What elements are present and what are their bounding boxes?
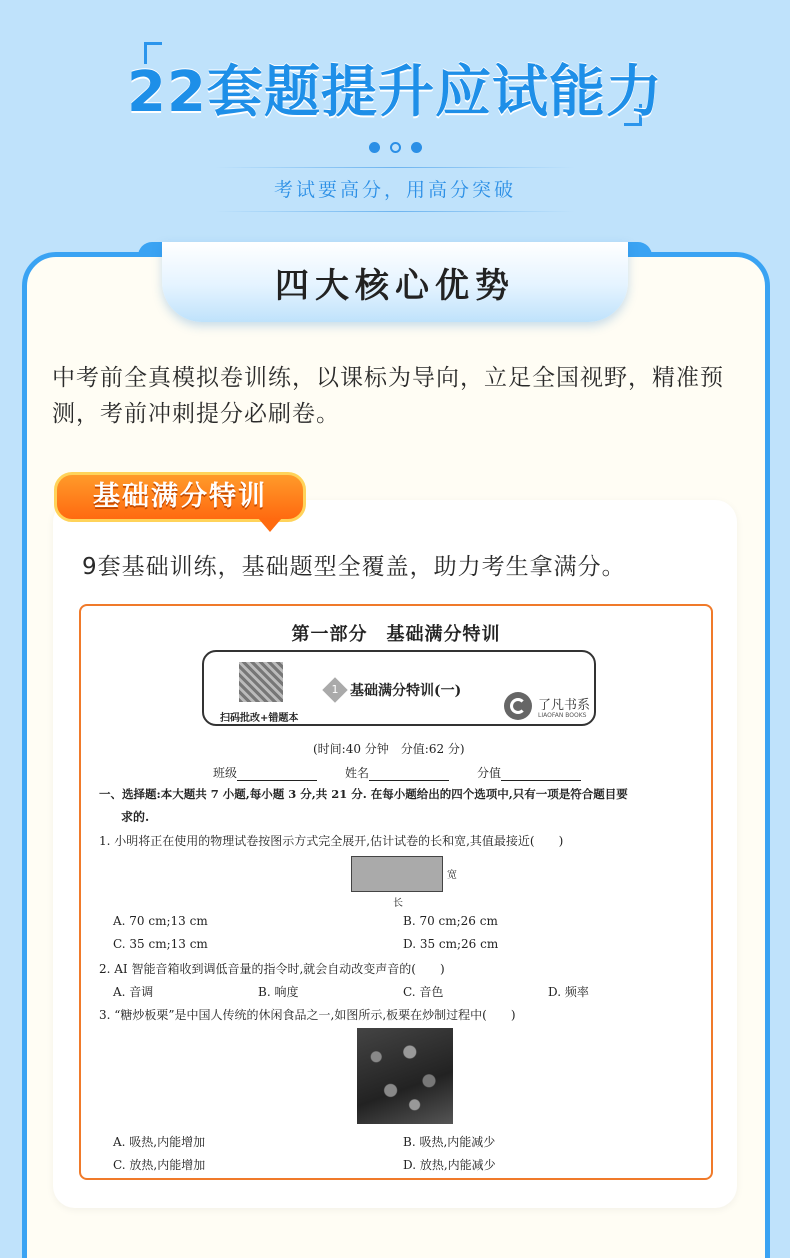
brand-subname: LIAOFAN BOOKS [538,712,587,719]
chestnut-photo [357,1028,453,1124]
tab-ear-right [626,242,652,256]
q2-option-b: B. 响度 [258,985,299,999]
card-tab-title: 四大核心优势 [275,266,515,306]
paper-part-title: 第一部分 基础满分特训 [291,624,501,645]
q1-option-a: A. 70 cm;13 cm [113,914,208,928]
q1-option-d: D. 35 cm;26 cm [403,937,499,951]
question-2: 2. AI 智能音箱收到调低音量的指令时,就会自动改变声音的( ) [99,962,445,976]
dot-icon [411,142,422,153]
section-description: 9套基础训练，基础题型全覆盖，助力考生拿满分。 [82,554,626,580]
paper-header-box [202,650,596,726]
card-intro: 中考前全真模拟卷训练，以课标为导向，立足全国视野，精准预测，考前冲刺提分必刷卷。 [52,365,724,427]
paper-figure [351,856,443,892]
q3-option-c: C. 放热,内能增加 [113,1158,206,1172]
brand-logo-mark [510,698,526,714]
dot-icon [369,142,380,153]
paper-number: 1 [331,683,339,696]
score-label: 分值 [477,766,502,780]
section-badge: 基础满分特训 [54,472,306,522]
q1-option-c: C. 35 cm;13 cm [113,937,208,951]
brand-name: 了凡书系 [538,698,591,713]
q2-option-c: C. 音色 [403,985,444,999]
paper-header-title: 基础满分特训(一) [350,683,462,699]
figure-width-label: 宽 [447,870,457,881]
name-field [345,764,449,781]
score-blank [501,769,581,781]
q3-option-d: D. 放热,内能减少 [403,1158,496,1172]
q1-option-b: B. 70 cm;26 cm [403,914,498,928]
question-3: 3. “糖炒板栗”是中国人传统的休闲食品之一,如图所示,板栗在炒制过程中( ) [99,1008,516,1022]
divider [215,167,575,168]
class-field [213,764,317,781]
q3-option-a: A. 吸热,内能增加 [113,1135,206,1149]
time-score: (时间:40 分钟 分值:62 分) [313,742,465,756]
qr-label: 扫码批改+错题本 [220,713,299,724]
class-label: 班级 [213,766,238,780]
divider [215,211,575,212]
q2-option-d: D. 频率 [548,985,589,999]
name-label: 姓名 [345,766,370,780]
q2-option-a: A. 音调 [113,985,154,999]
hero-subtitle: 考试要高分，用高分突破 [273,179,516,201]
tab-ear-left [138,242,164,256]
name-blank [369,769,449,781]
hero-title: 22套题提升应试能力 [127,60,663,125]
badge-tail [258,518,282,532]
score-field [477,764,581,781]
decorative-dots [0,137,790,156]
class-blank [237,769,317,781]
section-heading: 一、选择题:本大题共 7 小题,每小题 3 分,共 21 分. 在每小题给出的四个选项中,只有一项是符合题目要 [99,787,628,801]
figure-length-label: 长 [393,898,403,909]
exam-paper-preview [79,604,713,1180]
qr-code-icon [239,662,283,702]
question-1: 1. 小明将正在使用的物理试卷按图示方式完全展开,估计试卷的长和宽,其值最接近( ) [99,834,564,848]
section-heading-cont: 求的. [121,810,150,824]
dot-hollow-icon [390,142,401,153]
q3-option-b: B. 吸热,内能减少 [403,1135,496,1149]
